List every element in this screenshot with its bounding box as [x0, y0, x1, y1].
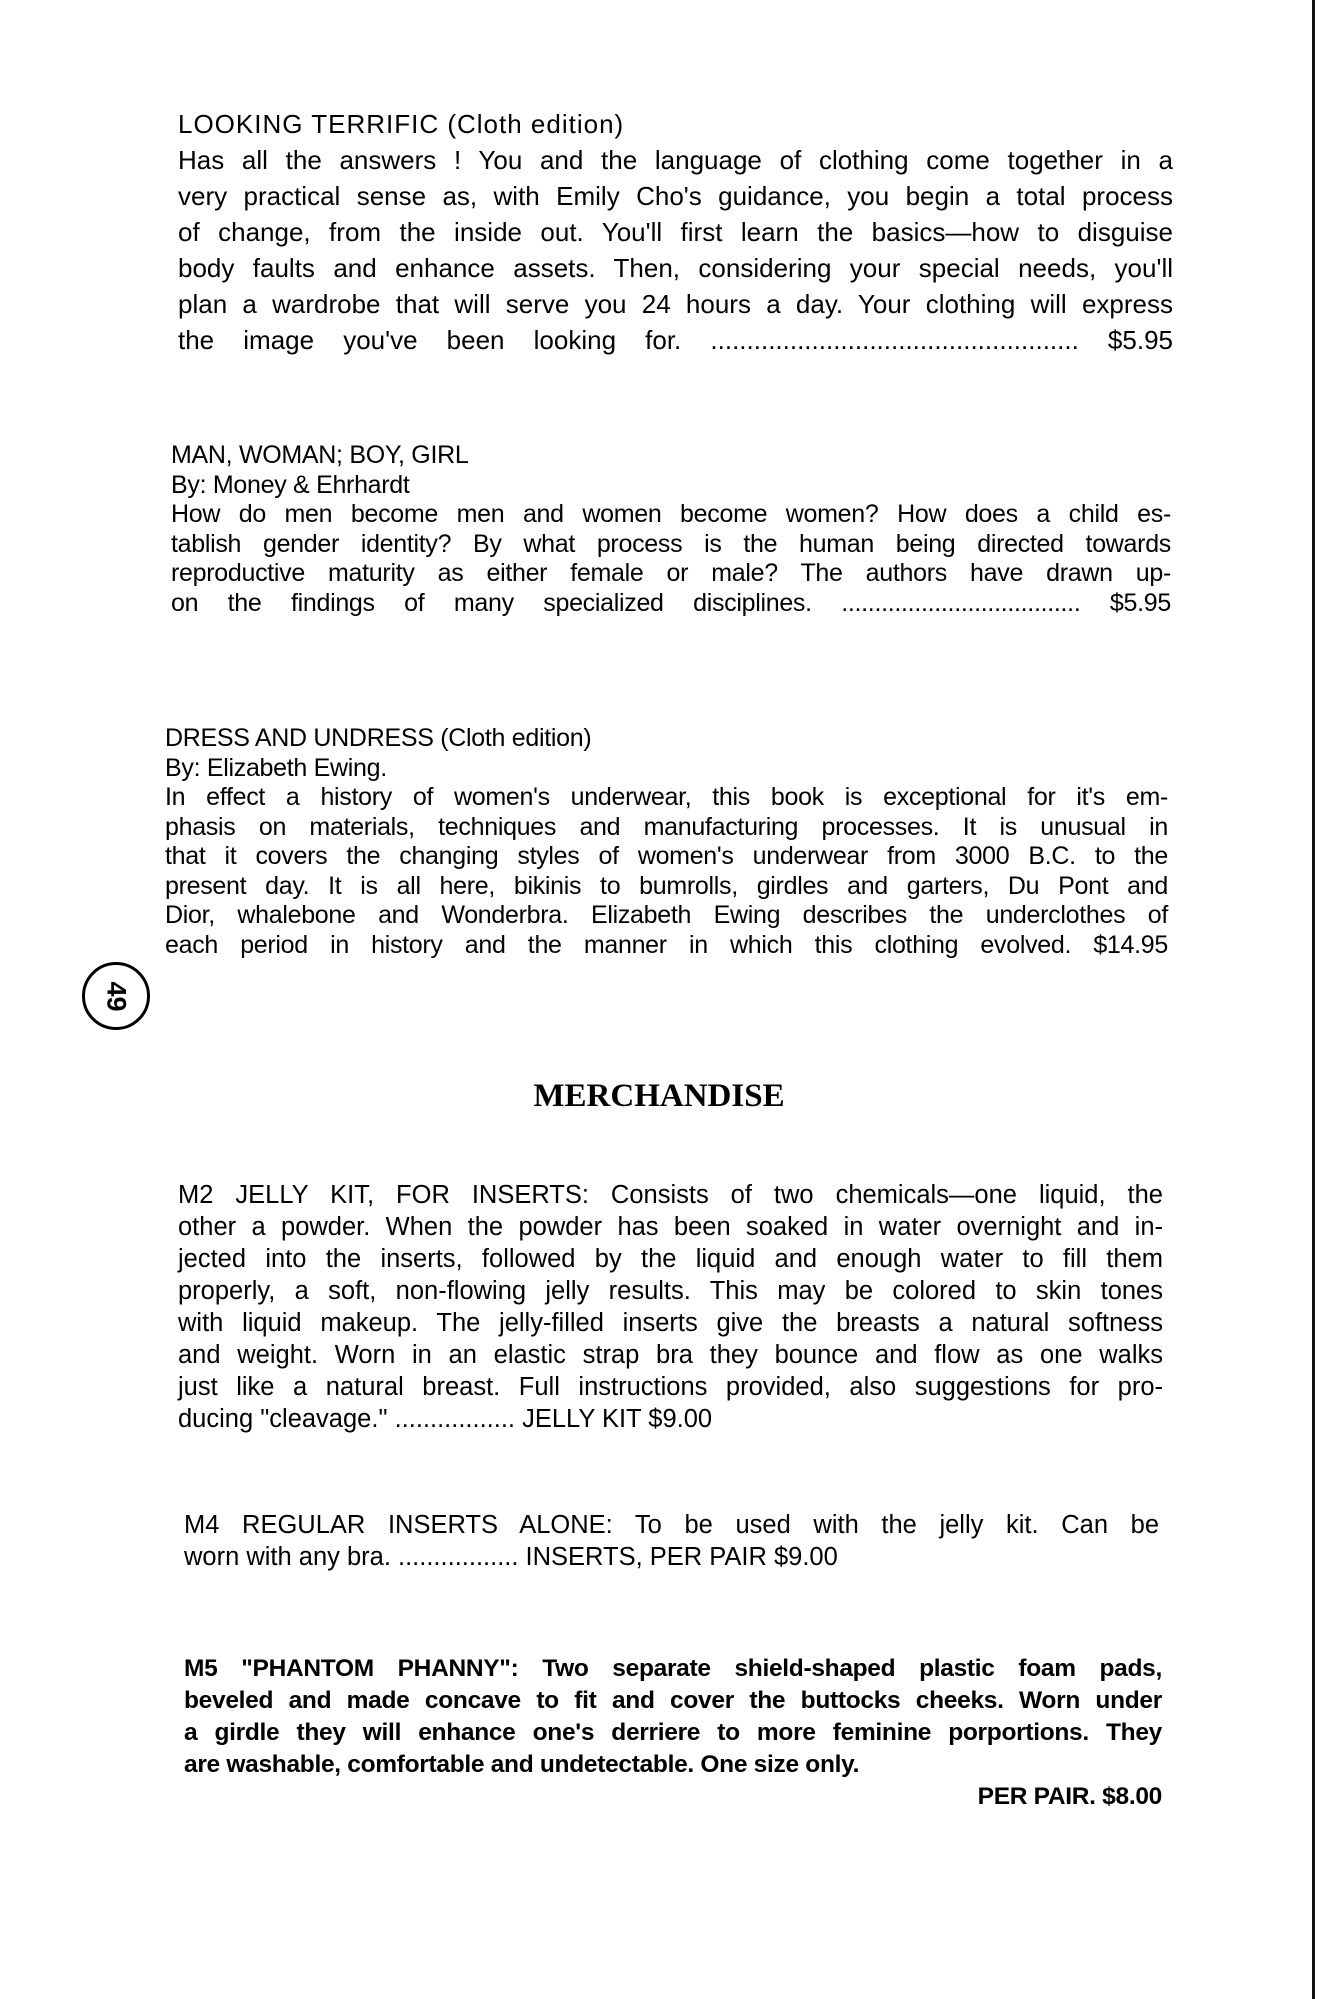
text-line: on the findings of many specialized disciplines. .................................... $5.95 [171, 588, 1171, 617]
text-line: By: Elizabeth Ewing. [165, 753, 387, 782]
text-line: M5 "PHANTOM PHANNY": Two separate shield-shaped plastic foam pads, [184, 1655, 1162, 1682]
entry-title: DRESS AND UNDRESS (Cloth edition) [165, 724, 592, 752]
text-line: with liquid makeup. The jelly-filled inserts give the breasts a natural softness [178, 1309, 1163, 1337]
text-line: jected into the inserts, followed by the liquid and enough water to fill them [178, 1245, 1163, 1273]
text-line: plan a wardrobe that will serve you 24 hours a day. Your clothing will express [178, 289, 1173, 319]
text-line: are washable, comfortable and undetectable. One size only. [184, 1751, 860, 1778]
merch-entry-m2-jelly-kit [178, 1179, 1163, 1435]
book-entry-man-woman-boy-girl [171, 441, 1171, 618]
text-line: very practical sense as, with Emily Cho's guidance, you begin a total process [178, 181, 1173, 211]
text-line: Has all the answers ! You and the language of clothing come together in a [178, 145, 1173, 175]
text-line: just like a natural breast. Full instructions provided, also suggestions for pro- [178, 1373, 1163, 1401]
text-line: Dior, whalebone and Wonderbra. Elizabeth Ewing describes the underclothes of [165, 901, 1168, 929]
text-line: properly, a soft, non-flowing jelly results. This may be colored to skin tones [178, 1277, 1163, 1305]
text-line: reproductive maturity as either female or male? The authors have drawn up- [171, 559, 1171, 587]
text-line: other a powder. When the powder has been soaked in water overnight and in- [178, 1213, 1163, 1241]
entry-title: MAN, WOMAN; BOY, GIRL [171, 441, 469, 469]
text-line: ducing "cleavage." ................. JELLY KIT $9.00 [178, 1405, 713, 1433]
entry-title: LOOKING TERRIFIC (Cloth edition) [178, 109, 625, 139]
text-line: M4 REGULAR INSERTS ALONE: To be used with the jelly kit. Can be [184, 1511, 1159, 1539]
merch-entry-m5-phantom-phanny [184, 1653, 1162, 1813]
page-edge-border [1312, 0, 1315, 1999]
page-number-badge [82, 962, 150, 1030]
text-line: tablish gender identity? By what process is the human being directed towards [171, 529, 1171, 558]
text-line: each period in history and the manner in which this clothing evolved. $14.95 [165, 930, 1168, 959]
book-entry-dress-and-undress [165, 724, 1168, 960]
book-entry-looking-terrific [178, 106, 1173, 358]
text-line: beveled and made concave to fit and cover the buttocks cheeks. Worn under [184, 1687, 1162, 1714]
text-line: phasis on materials, techniques and manufacturing processes. It is unusual in [165, 812, 1168, 841]
text-line: worn with any bra. ................. INSERTS, PER PAIR $9.00 [184, 1543, 838, 1571]
text-line: In effect a history of women's underwear, this book is exceptional for it's em- [165, 783, 1168, 811]
text-line: that it covers the changing styles of women's underwear from 3000 B.C. to the [165, 842, 1168, 870]
text-line: of change, from the inside out. You'll first learn the basics—how to disguise [178, 217, 1173, 247]
text-line: How do men become men and women become women? How does a child es- [171, 500, 1171, 528]
text-line: By: Money & Ehrhardt [171, 470, 410, 499]
merch-entry-m4-inserts [184, 1509, 1159, 1573]
text-line: present day. It is all here, bikinis to bumrolls, girdles and garters, Du Pont and [165, 871, 1168, 900]
page-number: 49 [101, 980, 132, 1012]
text-line: M2 JELLY KIT, FOR INSERTS: Consists of two chemicals—one liquid, the [178, 1181, 1163, 1209]
section-heading-merchandise: MERCHANDISE [533, 1078, 785, 1114]
text-line: and weight. Worn in an elastic strap bra they bounce and flow as one walks [178, 1341, 1163, 1369]
text-line: body faults and enhance assets. Then, considering your special needs, you'll [178, 253, 1173, 283]
text-line: PER PAIR. $8.00 [977, 1783, 1162, 1810]
text-line: a girdle they will enhance one's derriere to more feminine porportions. They [184, 1719, 1162, 1746]
text-line: the image you've been looking for. ................................................... $5.95 [178, 325, 1173, 355]
